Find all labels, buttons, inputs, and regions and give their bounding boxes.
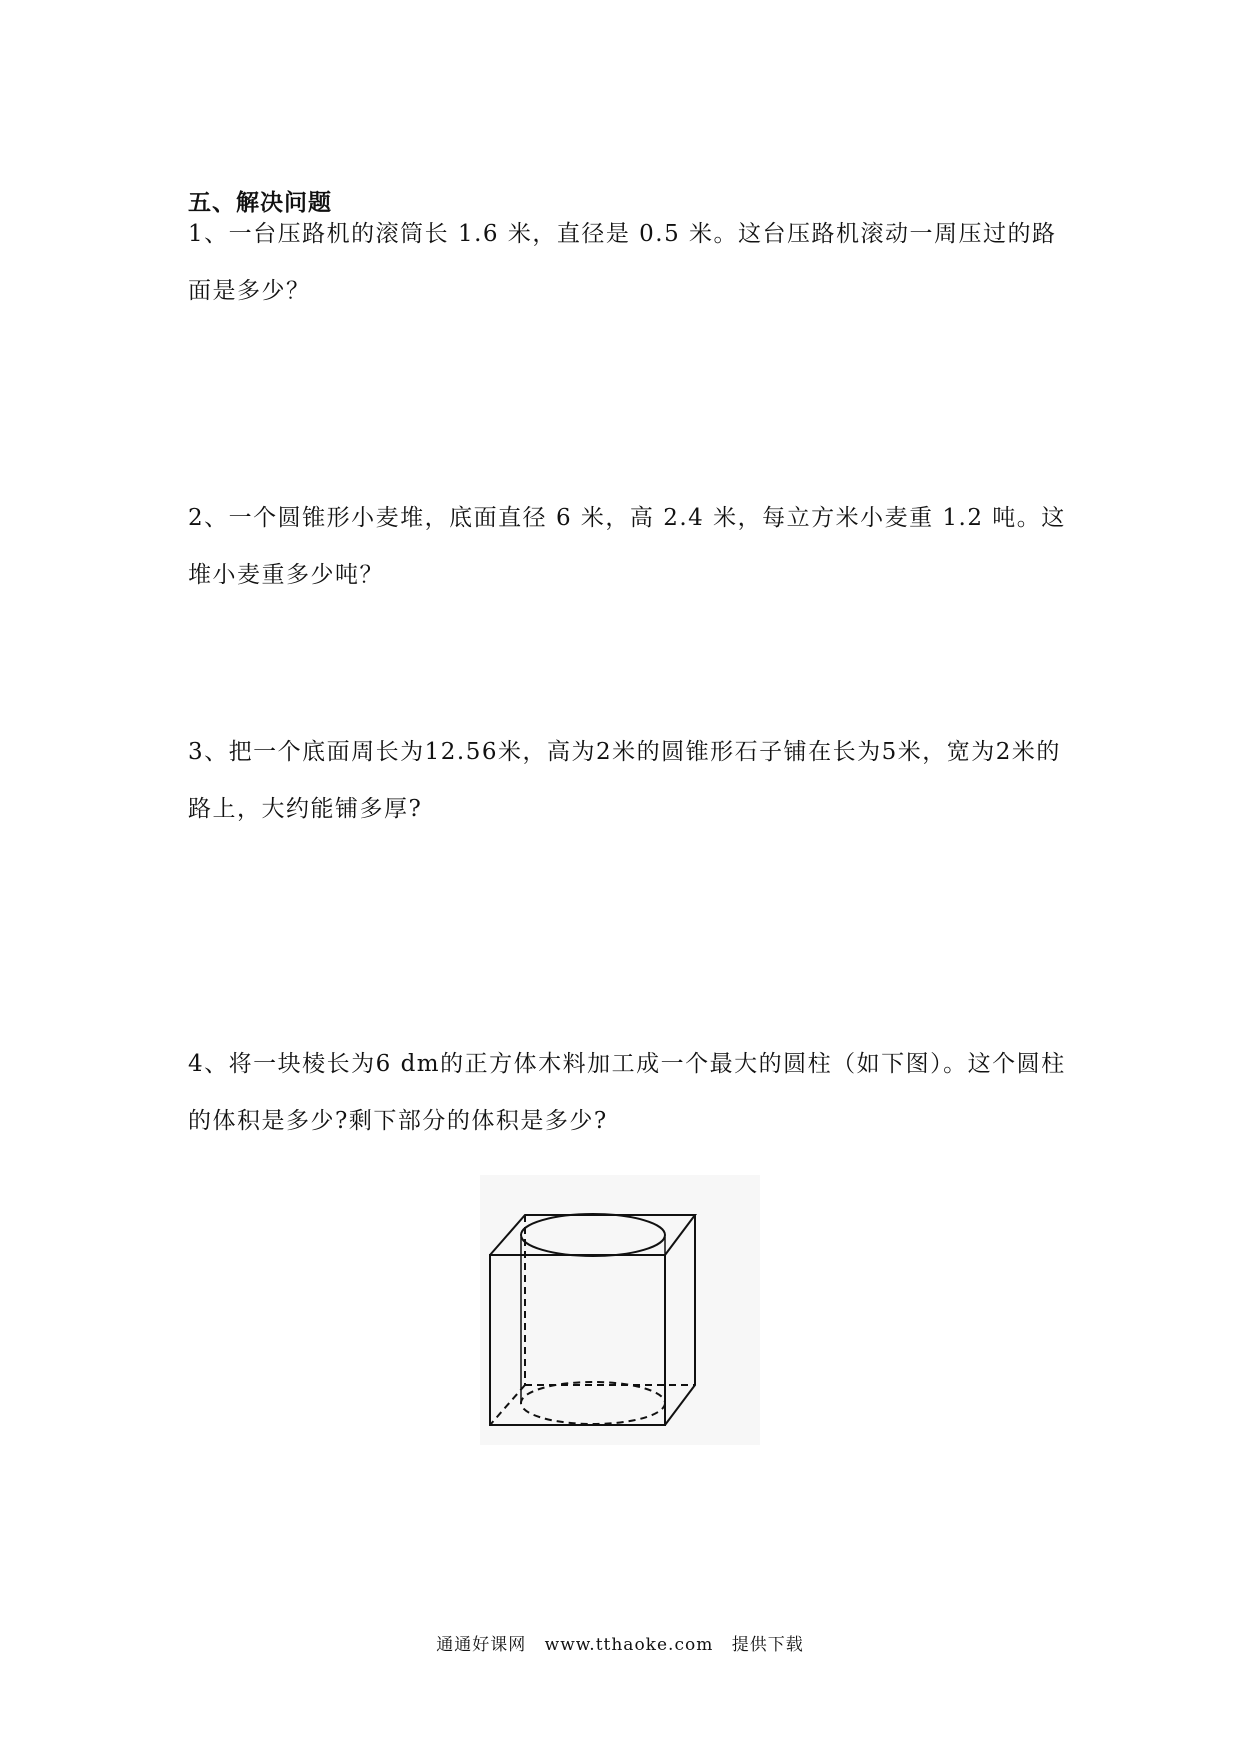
question-1: 1、一台压路机的滚筒长 1.6 米，直径是 0.5 米。这台压路机滚动一周压过的路面是多少？ (188, 221, 1057, 304)
question-2: 2、一个圆锥形小麦堆，底面直径 6 米，高 2.4 米，每立方米小麦重 1.2 吨。这堆小麦重多少吨？ (188, 505, 1066, 588)
question-3: 3、把一个底面周长为12.56米，高为2米的圆锥形石子铺在长为5米，宽为2米的路上，大约能铺多厚? (188, 739, 1061, 822)
section-title: 五、解决问题 (188, 189, 332, 216)
question-4: 4、将一块棱长为6 dm的正方体木料加工成一个最大的圆柱（如下图）。这个圆柱的体积是多少?剩下部分的体积是多少? (188, 1051, 1066, 1134)
footer-suffix: 提供下载 (731, 1635, 804, 1655)
footer (0, 1630, 1240, 1655)
footer-site-name: 通通好课网 (436, 1635, 527, 1655)
cube-with-inscribed-cylinder-icon (480, 1175, 760, 1445)
footer-url: www.tthaoke.com (544, 1635, 714, 1655)
